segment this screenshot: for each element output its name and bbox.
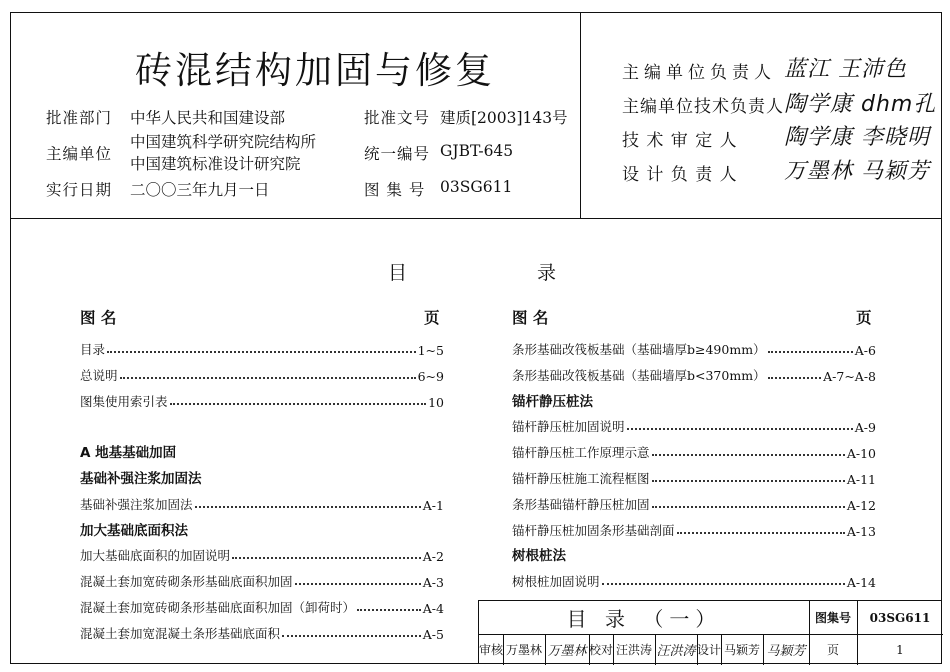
toc-entry (512, 415, 876, 435)
toc-entry-title: 条形基础改筏板基础（基础墙厚b<370mm） (512, 367, 766, 383)
meta-label-atlas-no: 图 集 号 (364, 181, 426, 199)
toc-entry (80, 338, 444, 358)
toc-section-heading (80, 467, 444, 487)
toc-entry-title: 混凝土套加宽混凝土条形基础底面积 (80, 625, 281, 641)
meta-value-effective-date: 二〇〇三年九月一日 (130, 181, 270, 199)
meta-value-unified-no: GJBT-645 (440, 142, 514, 160)
toc-leader-dots (677, 532, 845, 534)
header-divider (580, 12, 581, 219)
toc-section-heading (512, 390, 876, 410)
meta-value-approval-doc: 建质[2003]143号 (440, 109, 568, 127)
toc-entry-title: 基础补强注浆加固法 (80, 496, 193, 512)
review-label: 审核 (479, 643, 503, 657)
toc-entry-title: 锚杆静压桩工作原理示意 (512, 445, 650, 461)
toc-entry-page: A-5 (422, 626, 444, 642)
toc-entry (512, 467, 876, 487)
toc-entry-page: 10 (428, 394, 444, 410)
signature-chief-unit: 蓝江 王沛色 (784, 57, 907, 82)
toc-entry-title: 目录 (80, 342, 106, 357)
toc-leader-dots (195, 506, 421, 508)
toc-heading-right: 录 (537, 262, 557, 284)
signature-tech-reviewer: 陶学康 李晓明 (784, 125, 930, 150)
toc-entry-title: 锚杆静压桩加固条形基础剖面 (512, 522, 675, 538)
toc-entry-page: A-6 (854, 343, 876, 358)
toc-entry (512, 570, 876, 590)
title-block (478, 600, 942, 664)
toc-leader-dots (627, 428, 853, 430)
design-name: 马颖芳 (723, 643, 760, 657)
signature-label-tech-chief: 主编单位技术负责人 (622, 97, 784, 117)
toc-heading-left: 目 (388, 262, 408, 284)
toc-entry-title: 条形基础改筏板基础（基础墙厚b≥490mm） (512, 342, 766, 357)
toc-entry-title: A 地基基础加固 (80, 445, 177, 462)
check-name: 汪洪涛 (615, 643, 652, 657)
toc-entry-page: A-13 (846, 523, 876, 539)
toc-entry (80, 364, 444, 384)
toc-entry-title: 树根桩法 (512, 548, 566, 565)
toc-entry (512, 364, 876, 384)
toc-entry-title: 加大基础底面积法 (80, 522, 188, 539)
sheet-title: 目 录 （一） (566, 607, 722, 631)
toc-entry-page: A-7~A-8 (823, 368, 876, 384)
toc-entry-page: A-12 (846, 497, 876, 513)
toc-leader-dots (652, 506, 845, 508)
toc-entry-page: A-1 (422, 497, 444, 513)
atlas-title: 砖混结构加固与修复 (135, 49, 495, 92)
check-signature: 汪洪涛 (656, 644, 696, 659)
toc-section-heading (80, 441, 444, 461)
meta-label-approval-doc: 批准文号 (364, 109, 431, 127)
meta-label-unified-no: 统一编号 (364, 145, 431, 163)
toc-entry (512, 493, 876, 513)
toc-entry-page: 6~9 (417, 368, 444, 384)
review-name: 万墨林 (505, 643, 542, 657)
toc-leader-dots (652, 454, 845, 456)
toc-entry-title: 混凝土套加宽砖砌条形基础底面积加固（卸荷时） (80, 600, 356, 615)
signature-label-design-lead: 设 计 负 责 人 (622, 165, 738, 185)
signature-label-tech-reviewer: 技 术 审 定 人 (622, 131, 738, 151)
toc-section-heading (512, 544, 876, 564)
toc-entry-title: 锚杆静压桩施工流程框图 (512, 471, 650, 486)
toc-leader-dots (357, 609, 421, 611)
atlas-no: 03SG611 (869, 610, 931, 625)
toc-entry-title: 混凝土套加宽砖砌条形基础底面积加固 (80, 574, 293, 590)
toc-entry-page: A-2 (422, 549, 444, 565)
page-number: 1 (896, 642, 904, 657)
review-signature: 万墨林 (547, 644, 587, 659)
toc-entry-page: A-14 (846, 575, 876, 591)
toc-entry-page: A-9 (854, 420, 876, 436)
signature-tech-chief: 陶学康 dhm孔 (784, 92, 937, 117)
right-col-page-header: 页 (856, 309, 872, 327)
toc-leader-dots (170, 403, 427, 405)
toc-entry (80, 570, 444, 590)
meta-value-atlas-no: 03SG611 (440, 178, 513, 196)
atlas-no-label: 图集号 (814, 611, 851, 625)
meta-label-chief-editor-unit: 主编单位 (46, 145, 113, 163)
toc-entry (80, 596, 444, 616)
toc-entry (80, 493, 444, 513)
toc-entry (512, 338, 876, 358)
meta-value-chief-editor-unit-2: 中国建筑标准设计研究院 (130, 155, 301, 173)
toc-entry-page: A-11 (846, 472, 876, 487)
check-label: 校对 (589, 643, 613, 657)
meta-value-chief-editor-unit-1: 中国建筑科学研究院结构所 (130, 133, 317, 151)
toc-leader-dots (282, 635, 421, 637)
toc-entry-title: 基础补强注浆加固法 (80, 471, 202, 487)
toc-entry-title: 锚杆静压桩加固说明 (512, 419, 625, 435)
toc-leader-dots (107, 351, 416, 353)
toc-entry-page: 1~5 (417, 343, 444, 358)
left-col-page-header: 页 (424, 309, 440, 327)
toc-entry-page: A-4 (422, 601, 444, 616)
toc-entry (512, 441, 876, 461)
right-col-name-header: 图 名 (512, 309, 549, 327)
left-col-name-header: 图 名 (80, 309, 117, 327)
toc-entry-title: 图集使用索引表 (80, 393, 168, 409)
signature-label-chief-unit: 主编单位负责人 (622, 63, 776, 83)
signature-design-lead: 万墨林 马颖芳 (784, 159, 930, 184)
toc-entry (80, 390, 444, 410)
toc-leader-dots (652, 480, 845, 482)
toc-leader-dots (602, 583, 845, 585)
toc-leader-dots (768, 377, 822, 379)
design-label: 设计 (697, 643, 721, 657)
meta-label-approval-dept: 批准部门 (46, 109, 113, 127)
toc-entry-title: 加大基础底面积的加固说明 (80, 548, 231, 564)
meta-label-effective-date: 实行日期 (46, 181, 113, 199)
toc-entry-page: A-10 (846, 446, 876, 462)
toc-section-heading (80, 519, 444, 539)
toc-entry (512, 519, 876, 539)
toc-entry-title: 总说明 (80, 367, 118, 383)
toc-leader-dots (295, 583, 421, 585)
toc-leader-dots (768, 351, 853, 353)
toc-leader-dots (232, 557, 421, 559)
toc-entry-page: A-3 (422, 575, 444, 591)
toc-entry-title: 锚杆静压桩法 (512, 393, 593, 410)
toc-entry (80, 622, 444, 642)
meta-value-approval-dept: 中华人民共和国建设部 (130, 109, 286, 127)
toc-entry-title: 树根桩加固说明 (512, 574, 600, 590)
toc-leader-dots (120, 377, 416, 379)
toc-entry-title: 条形基础锚杆静压桩加固 (512, 496, 650, 512)
toc-entry (80, 544, 444, 564)
design-signature: 马颖芳 (766, 644, 806, 659)
page-label: 页 (826, 643, 839, 657)
